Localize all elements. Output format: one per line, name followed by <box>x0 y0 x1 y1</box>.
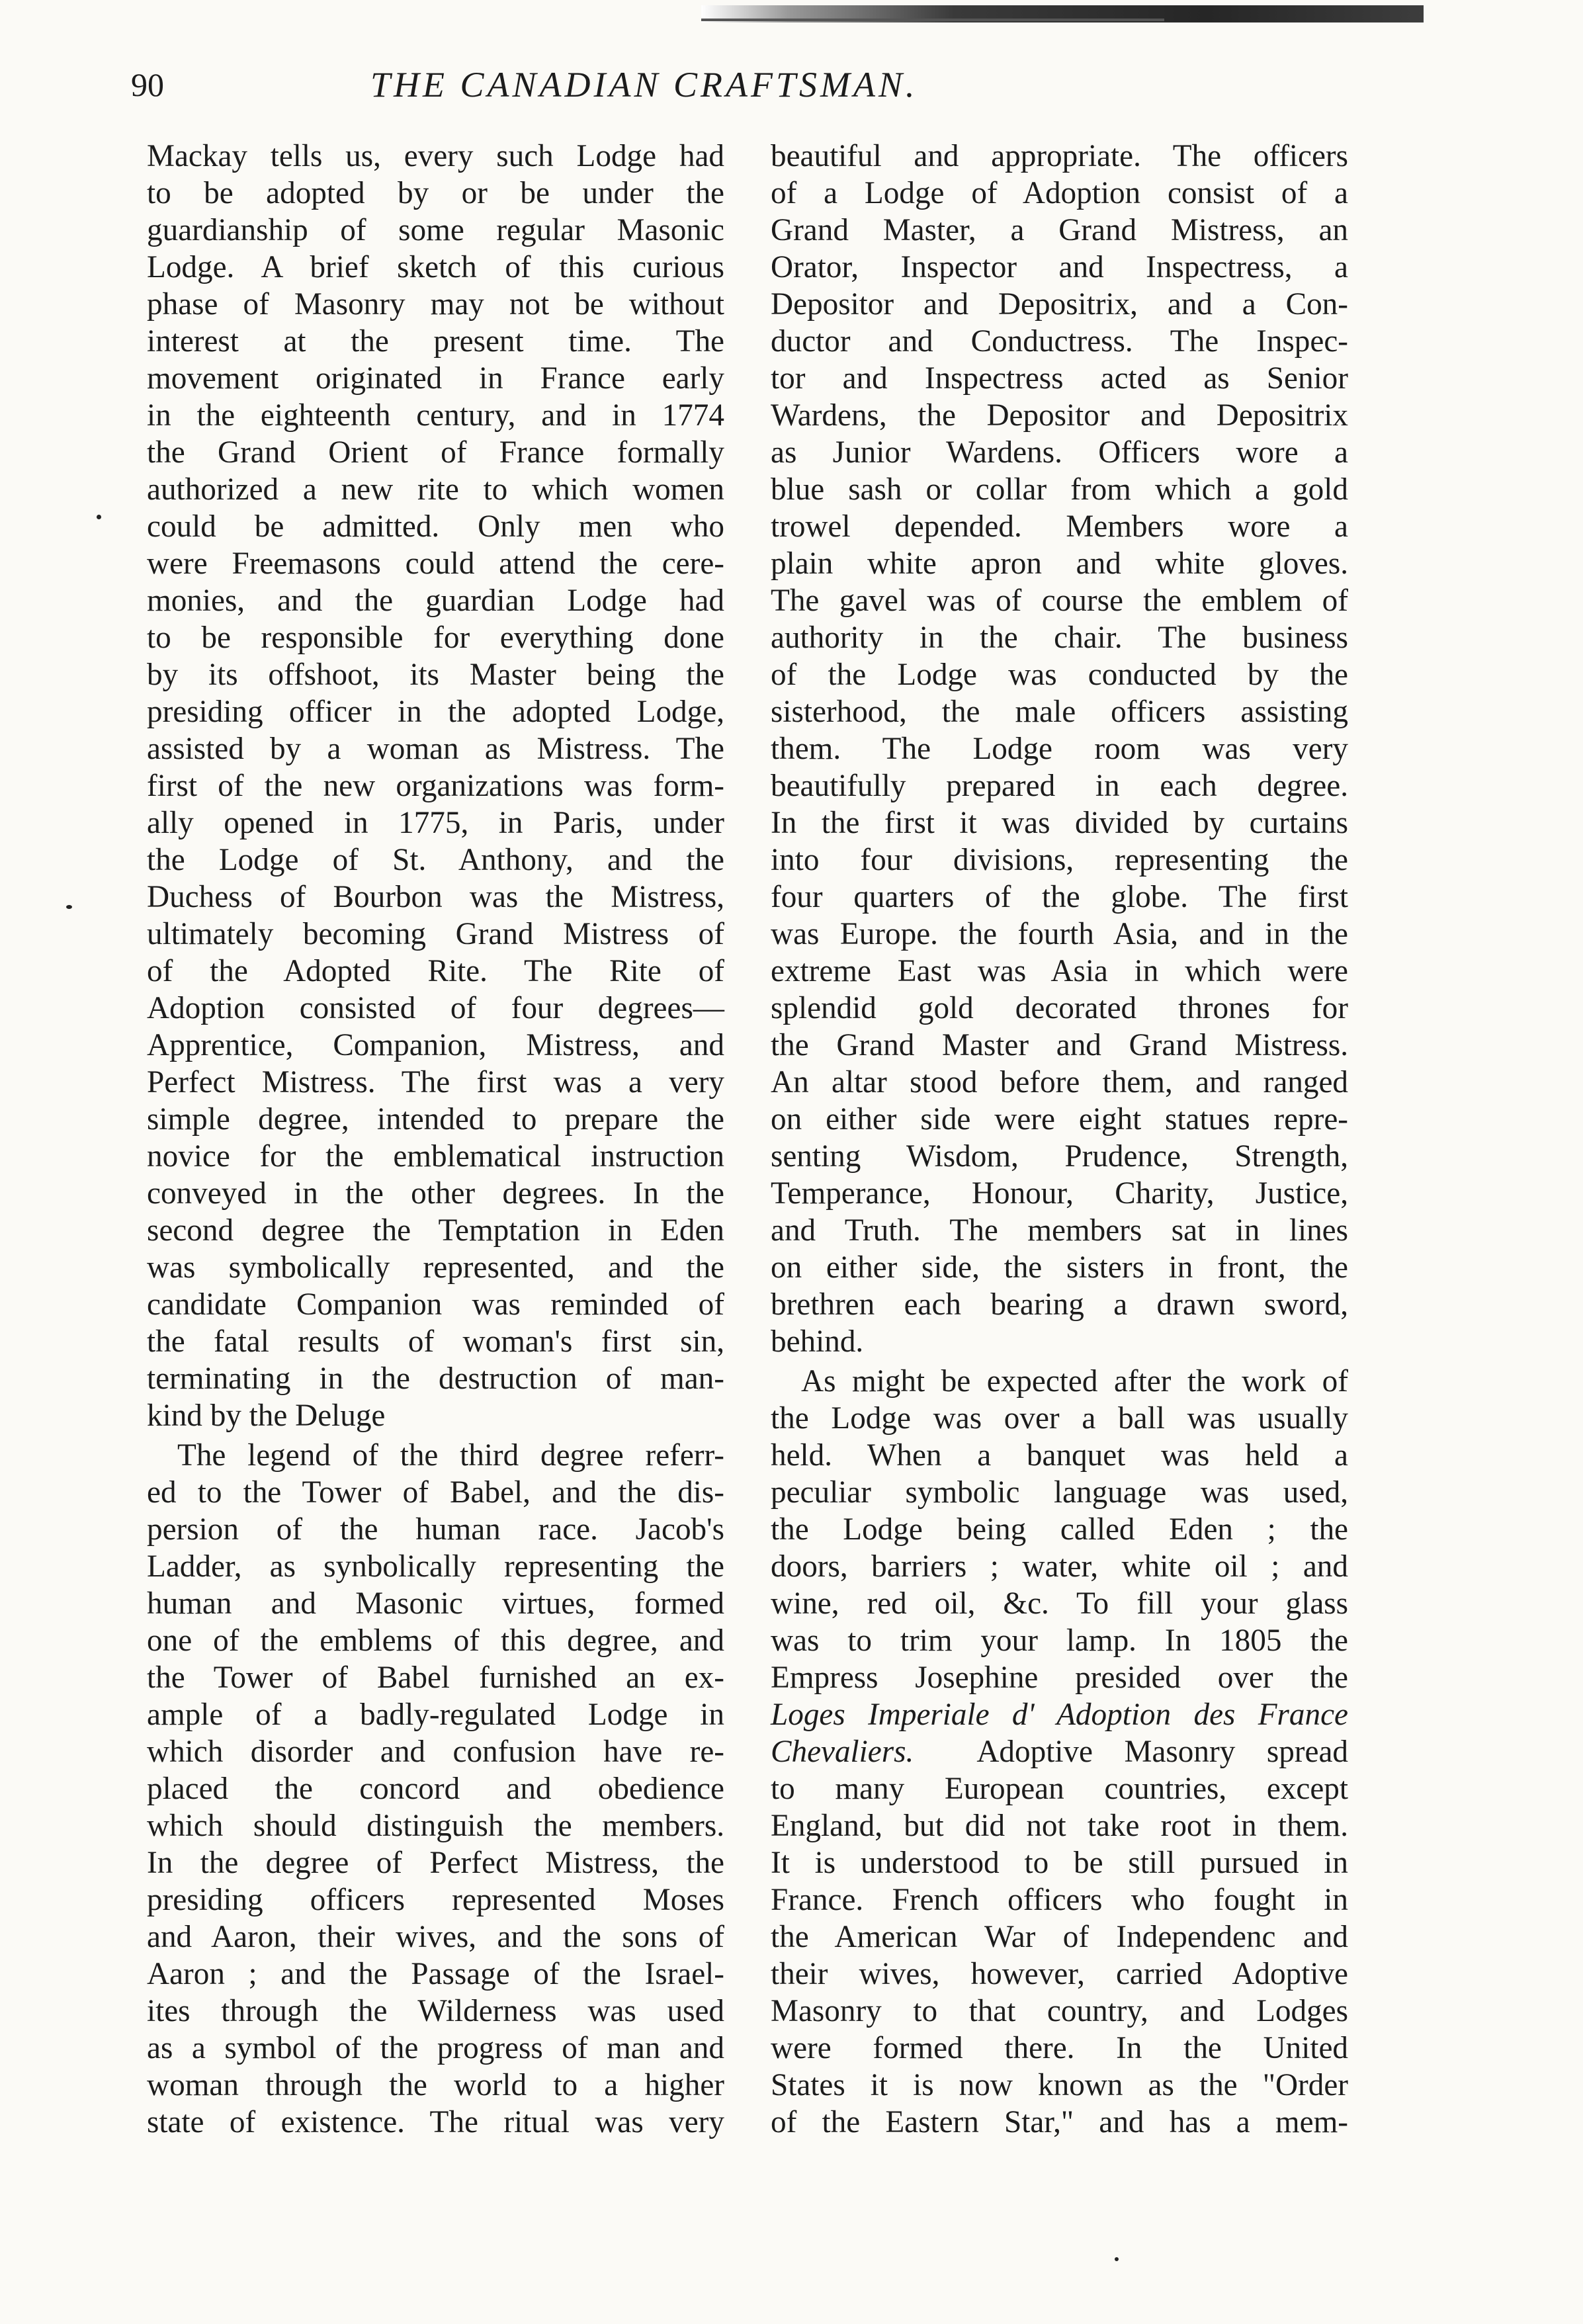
text-line: the Lodge was over a ball was usually <box>771 1401 1348 1436</box>
text-line: In the degree of Perfect Mistress, the <box>147 1846 724 1880</box>
text-line: the American War of Independenc and <box>771 1920 1348 1954</box>
text-line: trowel depended. Members wore a <box>771 509 1348 544</box>
text-line: authority in the chair. The business <box>771 621 1348 655</box>
text-line: Mackay tells us, every such Lodge had <box>147 139 724 173</box>
text-line: Temperance, Honour, Charity, Justice, <box>771 1176 1348 1211</box>
text-line: Wardens, the Depositor and Depositrix <box>771 398 1348 433</box>
text-line: extreme East was Asia in which were <box>771 954 1348 988</box>
text-line: as a symbol of the progress of man and <box>147 2031 724 2065</box>
text-line: one of the emblems of this degree, and <box>147 1623 724 1658</box>
text-line: guardianship of some regular Masonic <box>147 213 724 247</box>
text-line: novice for the emblematical instruction <box>147 1139 724 1174</box>
text-line: Ladder, as synbolically representing the <box>147 1549 724 1584</box>
text-line: Depositor and Depositrix, and a Con- <box>771 287 1348 322</box>
ink-speck <box>97 515 101 519</box>
text-line: four quarters of the globe. The first <box>771 880 1348 914</box>
text-line <box>771 1733 1348 1770</box>
text-line: of a Lodge of Adoption consist of a <box>771 176 1348 210</box>
scan-edge-rule <box>701 19 1164 21</box>
text-line: and Truth. The members sat in lines <box>771 1213 1348 1248</box>
text-line: the Tower of Babel furnished an ex- <box>147 1660 724 1695</box>
text-line: to be adopted by or be under the <box>147 176 724 210</box>
text-line: splendid gold decorated thrones for <box>771 991 1348 1025</box>
text-line: An altar stood before them, and ranged <box>771 1065 1348 1099</box>
text-line: ally opened in 1775, in Paris, under <box>147 806 724 840</box>
italic-title: Loges Imperiale d' Adoption des France <box>771 1698 1348 1732</box>
text-line: and Aaron, their wives, and the sons of <box>147 1920 724 1954</box>
text-line: of the Lodge was conducted by the <box>771 658 1348 692</box>
text-line: blue sash or collar from which a gold <box>771 472 1348 507</box>
text-line: interest at the present time. The <box>147 324 724 359</box>
text-line: Masonry to that country, and Lodges <box>771 1994 1348 2028</box>
text-line: States it is now known as the "Order <box>771 2068 1348 2102</box>
text-line: were formed there. In the United <box>771 2031 1348 2065</box>
text-line: Perfect Mistress. The first was a very <box>147 1065 724 1099</box>
text-line <box>771 1696 1348 1733</box>
text-line: presiding officers represented Moses <box>147 1883 724 1917</box>
text-line: presiding officer in the adopted Lodge, <box>147 695 724 729</box>
text-line: on either side were eight statues repre- <box>771 1102 1348 1137</box>
text-line: France. French officers who fought in <box>771 1883 1348 1917</box>
text-line: which should distinguish the members. <box>147 1809 724 1843</box>
text-line: was Europe. the fourth Asia, and in the <box>771 917 1348 951</box>
right-column <box>771 138 1348 2141</box>
text-line: It is understood to be still pursued in <box>771 1846 1348 1880</box>
text-line: on either side, the sisters in front, the <box>771 1250 1348 1285</box>
text-line: doors, barriers ; water, white oil ; and <box>771 1549 1348 1584</box>
text-line: Grand Master, a Grand Mistress, an <box>771 213 1348 247</box>
text-line: was to trim your lamp. In 1805 the <box>771 1623 1348 1658</box>
left-column <box>147 138 724 2141</box>
text-line: simple degree, intended to prepare the <box>147 1102 724 1137</box>
text-line: first of the new organizations was form- <box>147 769 724 803</box>
text-line: monies, and the guardian Lodge had <box>147 583 724 618</box>
text-line: ites through the Wilderness was used <box>147 1994 724 2028</box>
text-line: to many European countries, except <box>771 1772 1348 1806</box>
running-title: THE CANADIAN CRAFTSMAN. <box>370 65 918 105</box>
text-line: of the Eastern Star," and has a mem- <box>771 2105 1348 2139</box>
text-line: ample of a badly-regulated Lodge in <box>147 1698 724 1732</box>
text-line: ultimately becoming Grand Mistress of <box>147 917 724 951</box>
text-line: state of existence. The ritual was very <box>147 2105 724 2139</box>
text-line: kind by the Deluge <box>147 1399 386 1433</box>
text-line: senting Wisdom, Prudence, Strength, <box>771 1139 1348 1174</box>
text-line: were Freemasons could attend the cere- <box>147 546 724 581</box>
text-line: Empress Josephine presided over the <box>771 1660 1348 1695</box>
text-line: woman through the world to a higher <box>147 2068 724 2102</box>
text-line: phase of Masonry may not be without <box>147 287 724 322</box>
text-fragment: Adoptive Masonry spread <box>976 1735 1348 1769</box>
text-line: beautifully prepared in each degree. <box>771 769 1348 803</box>
text-line: their wives, however, carried Adoptive <box>771 1957 1348 1991</box>
text-line: terminating in the destruction of man- <box>147 1361 724 1396</box>
text-line: was symbolically represented, and the <box>147 1250 724 1285</box>
text-line: of the Adopted Rite. The Rite of <box>147 954 724 988</box>
text-line: Duchess of Bourbon was the Mistress, <box>147 880 724 914</box>
text-line: peculiar symbolic language was used, <box>771 1475 1348 1510</box>
page-number: 90 <box>131 66 164 103</box>
text-line: tor and Inspectress acted as Senior <box>771 361 1348 396</box>
text-line: The gavel was of course the emblem of <box>771 583 1348 618</box>
text-line: in the eighteenth century, and in 1774 <box>147 398 724 433</box>
text-line: could be admitted. Only men who <box>147 509 724 544</box>
text-line: behind. <box>771 1324 864 1359</box>
text-line: as Junior Wardens. Officers wore a <box>771 435 1348 470</box>
text-line: ed to the Tower of Babel, and the dis- <box>147 1475 724 1510</box>
text-line: human and Masonic virtues, formed <box>147 1586 724 1621</box>
text-line: candidate Companion was reminded of <box>147 1287 724 1322</box>
text-line: persion of the human race. Jacob's <box>147 1512 724 1547</box>
text-line: Adoption consisted of four degrees— <box>147 991 724 1025</box>
text-line: assisted by a woman as Mistress. The <box>147 732 724 766</box>
text-line: Apprentice, Companion, Mistress, and <box>147 1028 724 1062</box>
text-line: the Lodge of St. Anthony, and the <box>147 843 724 877</box>
text-line: them. The Lodge room was very <box>771 732 1348 766</box>
text-line: the fatal results of woman's first sin, <box>147 1324 724 1359</box>
text-line: to be responsible for everything done <box>147 621 724 655</box>
text-line: by its offshoot, its Master being the <box>147 658 724 692</box>
text-line: held. When a banquet was held a <box>771 1438 1348 1473</box>
text-line: brethren each bearing a drawn sword, <box>771 1287 1348 1322</box>
text-line: Lodge. A brief sketch of this curious <box>147 250 724 284</box>
text-line: England, but did not take root in them. <box>771 1809 1348 1843</box>
text-line: second degree the Temptation in Eden <box>147 1213 724 1248</box>
text-line: ductor and Conductress. The Inspec- <box>771 324 1348 359</box>
text-line: beautiful and appropriate. The officers <box>771 139 1348 173</box>
text-line: sisterhood, the male officers assisting <box>771 695 1348 729</box>
text-line: plain white apron and white gloves. <box>771 546 1348 581</box>
text-line: The legend of the third degree referr- <box>177 1438 724 1473</box>
text-line: into four divisions, representing the <box>771 843 1348 877</box>
text-line: the Lodge being called Eden ; the <box>771 1512 1348 1547</box>
text-line: As might be expected after the work of <box>801 1364 1348 1399</box>
text-line: Orator, Inspector and Inspectress, a <box>771 250 1348 284</box>
text-line: the Grand Orient of France formally <box>147 435 724 470</box>
text-line: conveyed in the other degrees. In the <box>147 1176 724 1211</box>
ink-speck <box>1115 2257 1119 2261</box>
text-line: wine, red oil, &c. To fill your glass <box>771 1586 1348 1621</box>
italic-title: Chevaliers. <box>771 1735 914 1769</box>
text-line: authorized a new rite to which women <box>147 472 724 507</box>
text-line: In the first it was divided by curtains <box>771 806 1348 840</box>
text-line: Aaron ; and the Passage of the Israel- <box>147 1957 724 1991</box>
text-line: placed the concord and obedience <box>147 1772 724 1806</box>
text-line: which disorder and confusion have re- <box>147 1735 724 1769</box>
text-line: the Grand Master and Grand Mistress. <box>771 1028 1348 1062</box>
ink-speck <box>66 905 72 909</box>
text-line: movement originated in France early <box>147 361 724 396</box>
